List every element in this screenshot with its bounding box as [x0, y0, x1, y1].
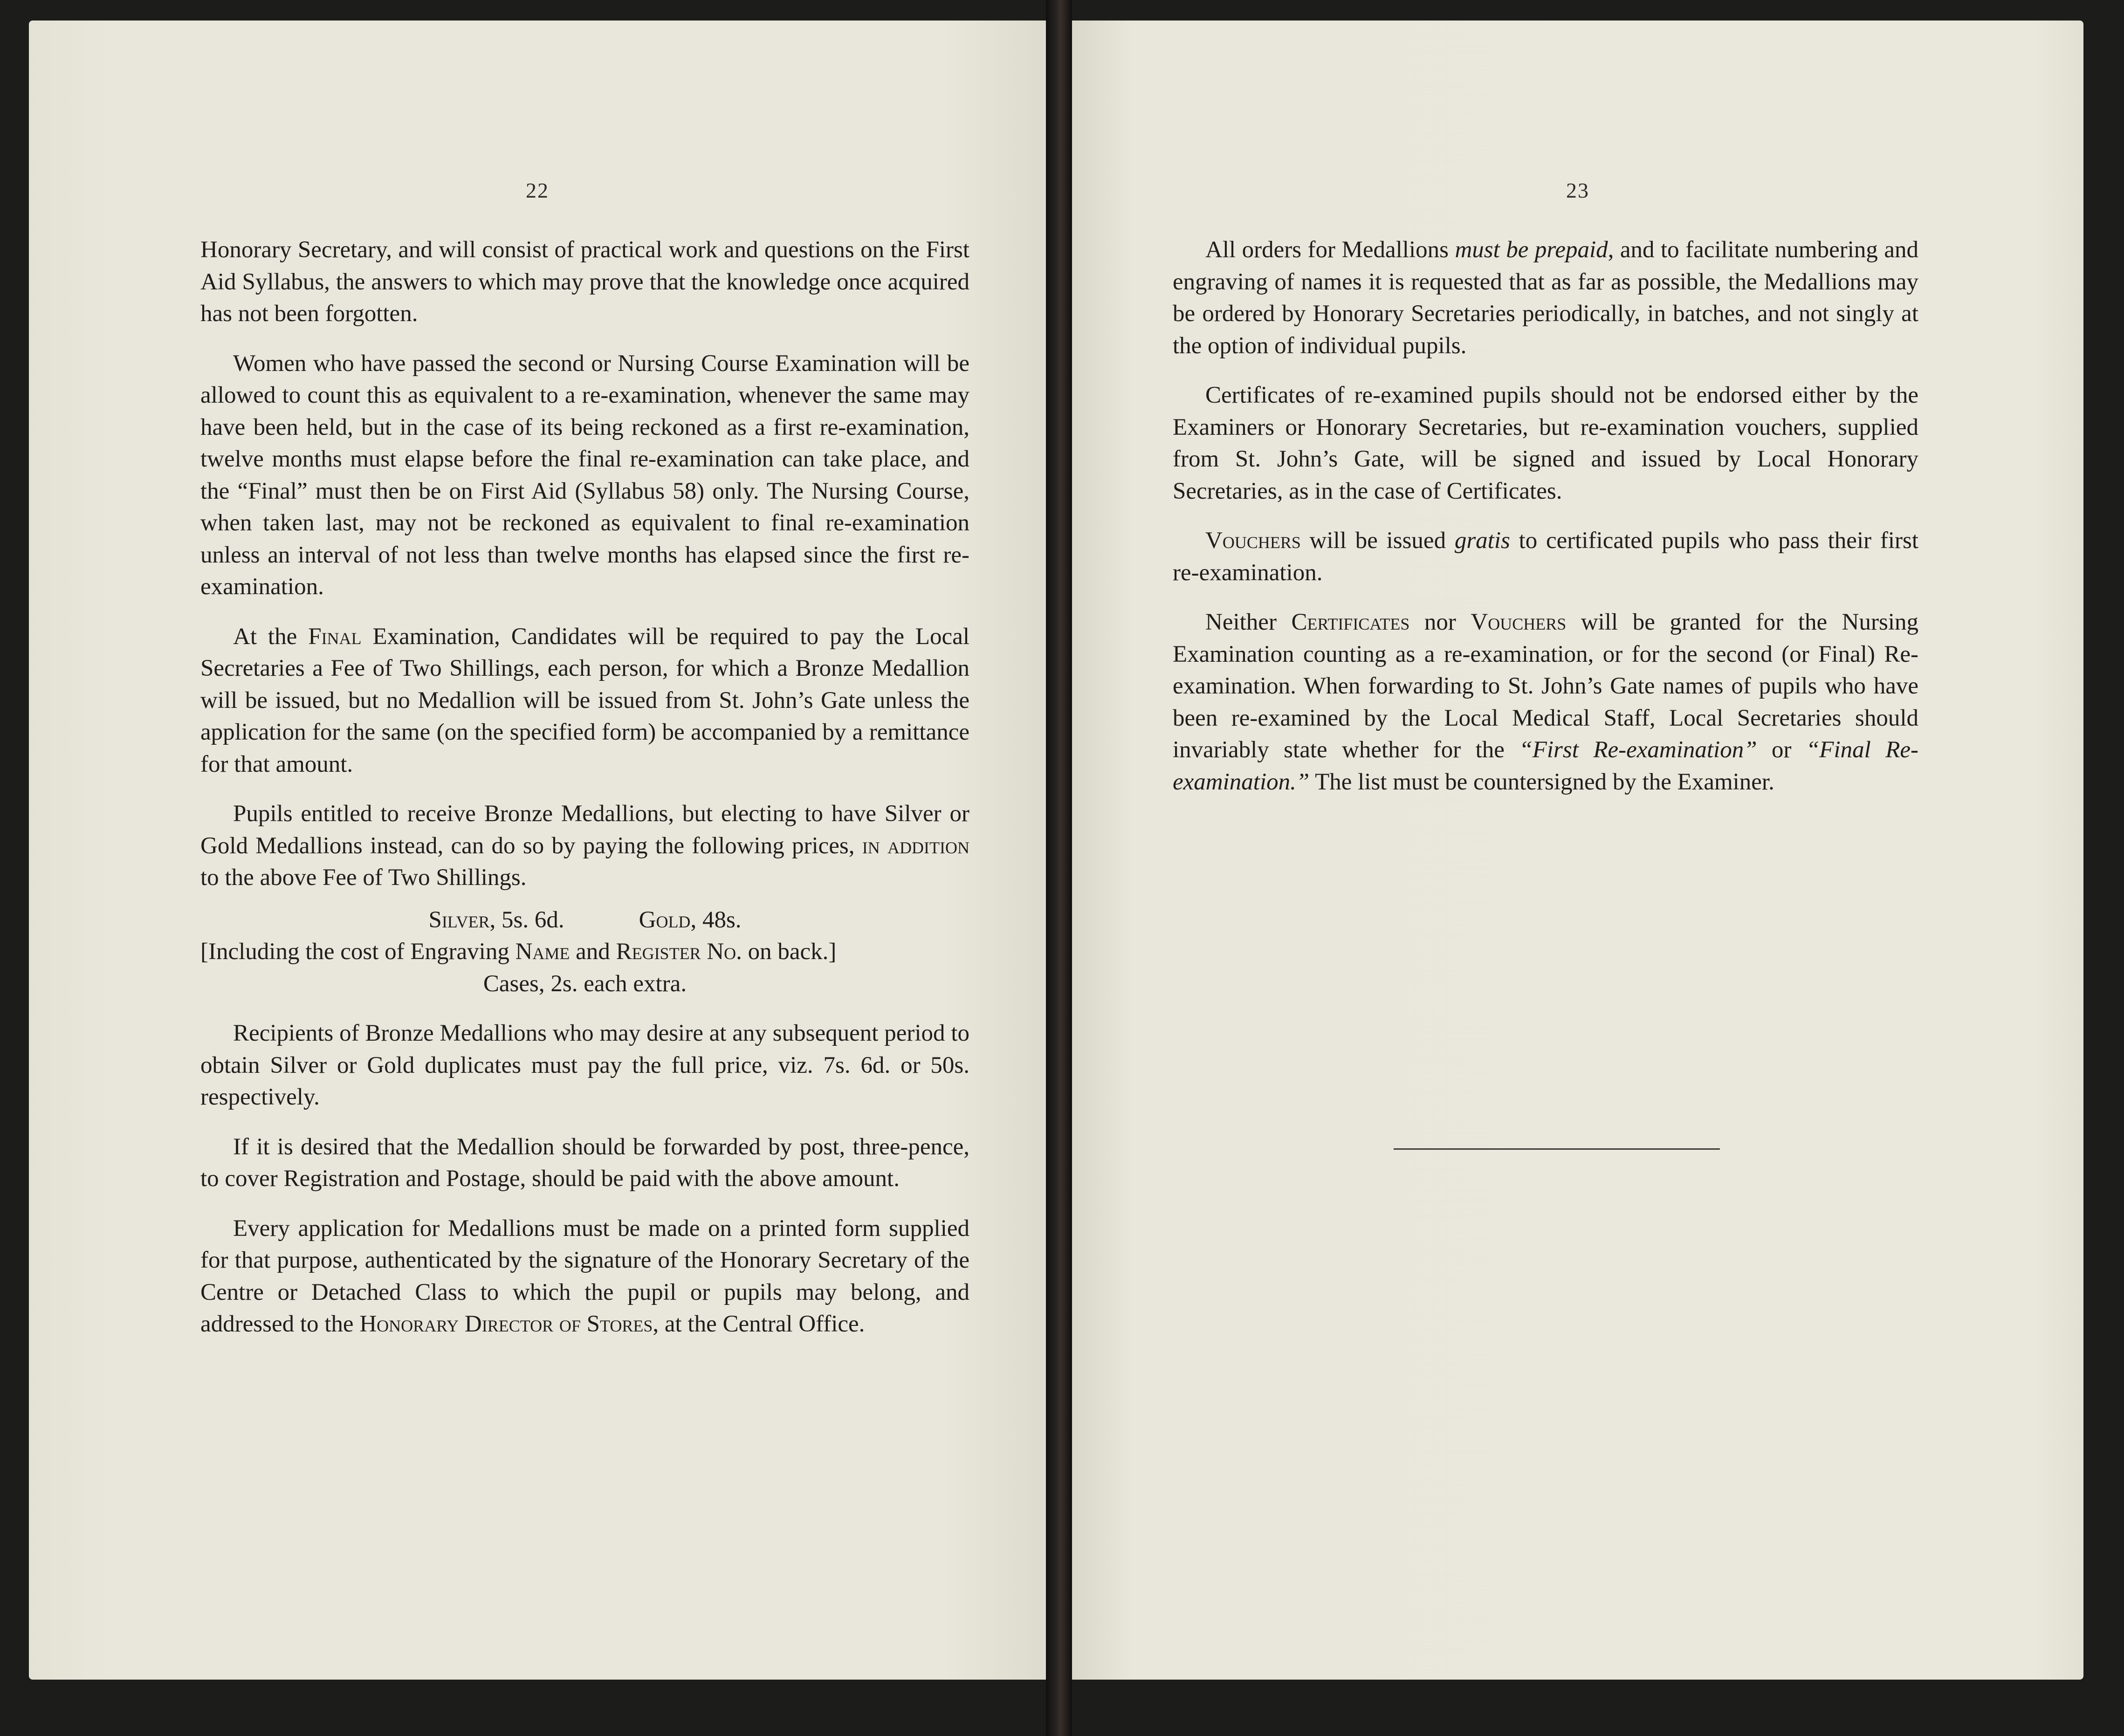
left-page [29, 21, 1046, 1680]
silver-price-value: , 5s. 6d. [489, 906, 564, 933]
paragraph-women-nursing: Women who have passed the second or Nursing Course Examination will be allowed to count this as equivalent to a re-examination, whenever the same may have been held, but in the case of its being reckoned as a first re-examination, twelve months must elapse before the final re-examination can take place, and the “Final” must then be on First Aid (Syllabus 58) only. The Nursing Course, when taken last, may not be reckoned as equivalent to final re-examination unless an interval of not less than twelve months has elapsed since the first re-examination. [200, 350, 969, 600]
paragraph-pupils-entitled: Pupils entitled to receive Bronze Medallions, but electing to have Silver or Gold Medallions instead, can do so by paying the following prices, in addition to the above Fee of Two Shillings. [200, 801, 969, 891]
paragraph-orders-prepaid: All orders for Medallions must be prepaid, and to facilitate numbering and engraving of names it is requested that as far as possible, the Medallions may be ordered by Honorary Secretaries periodically, in batches, and not singly at the option of individual pupils. [1173, 237, 1918, 359]
end-rule-divider [1394, 1148, 1720, 1150]
small-caps-director-of-stores: Honorary Director of Stores [359, 1311, 653, 1337]
left-page-text [200, 234, 969, 1358]
paragraph-post: If it is desired that the Medallion should be forwarded by post, three-pence, to cover Registration and Postage, should be paid with the above amount. [200, 1133, 969, 1192]
right-page [1072, 21, 2083, 1680]
paragraph-vouchers: Vouchers will be issued gratis to certificated pupils who pass their first re-examination. [1173, 528, 1918, 586]
gold-price-value: , 48s. [690, 906, 742, 933]
small-caps-in-addition: in addition [862, 832, 969, 859]
gold-price-label: Gold [639, 906, 691, 933]
left-page-number: 22 [526, 178, 549, 202]
paragraph-every-application: Every application for Medallions must be made on a printed form supplied for that purpose, authenticated by the signature of the Honorary Secretary of the Centre or Detached Class to which the pupil or pupils may belong, and addressed to the Honorary Director of Stores, at the Central Office. [200, 1215, 969, 1337]
including-engraving-note: [Including the cost of Engraving Name and Register No. on back.] [200, 939, 837, 965]
paragraph-certificates: Certificates of re-examined pupils should not be endorsed either by the Examiners or Honorary Secretaries, but re-examination vouchers, supplied from St. John’s Gate, will be signed and issued by Local Honorary Secretaries, as in the case of Certificates. [1173, 382, 1918, 504]
book-gutter [1046, 0, 1072, 1736]
paragraph-neither: Neither Certificates nor Vouchers will be granted for the Nursing Examination counting as a re-examination, or for the second (or Final) Re-examination. When forwarding to St. John’s Gate names of pupils who have been re-examined by the Local Medical Staff, Local Secretaries should invariably state whether for the “First Re-examination” or “Final Re-examination.” The list must be countersigned by the Examiner. [1173, 609, 1918, 795]
prices-line [200, 904, 969, 936]
right-page-number: 23 [1566, 178, 1589, 202]
right-page-text [1173, 234, 1918, 816]
paragraph-recipients: Recipients of Bronze Medallions who may desire at any subsequent period to obtain Silver or Gold duplicates must pay the full price, viz. 7s. 6d. or 50s. respectively. [200, 1020, 969, 1110]
paragraph-honorary-secretary: Honorary Secretary, and will consist of practical work and questions on the First Aid Syllabus, the answers to which may prove that the knowledge once acquired has not been forgotten. [200, 237, 969, 327]
paragraph-final-examination: At the Final Examination, Candidates will be required to pay the Local Secretaries a Fee of Two Shillings, each person, for which a Bronze Medallion will be issued, but no Medallion will be issued from St. John’s Gate unless the application for the same (on the specified form) be accompanied by a remittance for that amount. [200, 623, 969, 777]
silver-price-label: Silver [428, 906, 490, 933]
small-caps-final: Final [308, 623, 362, 650]
cases-line: Cases, 2s. each extra. [483, 970, 687, 997]
